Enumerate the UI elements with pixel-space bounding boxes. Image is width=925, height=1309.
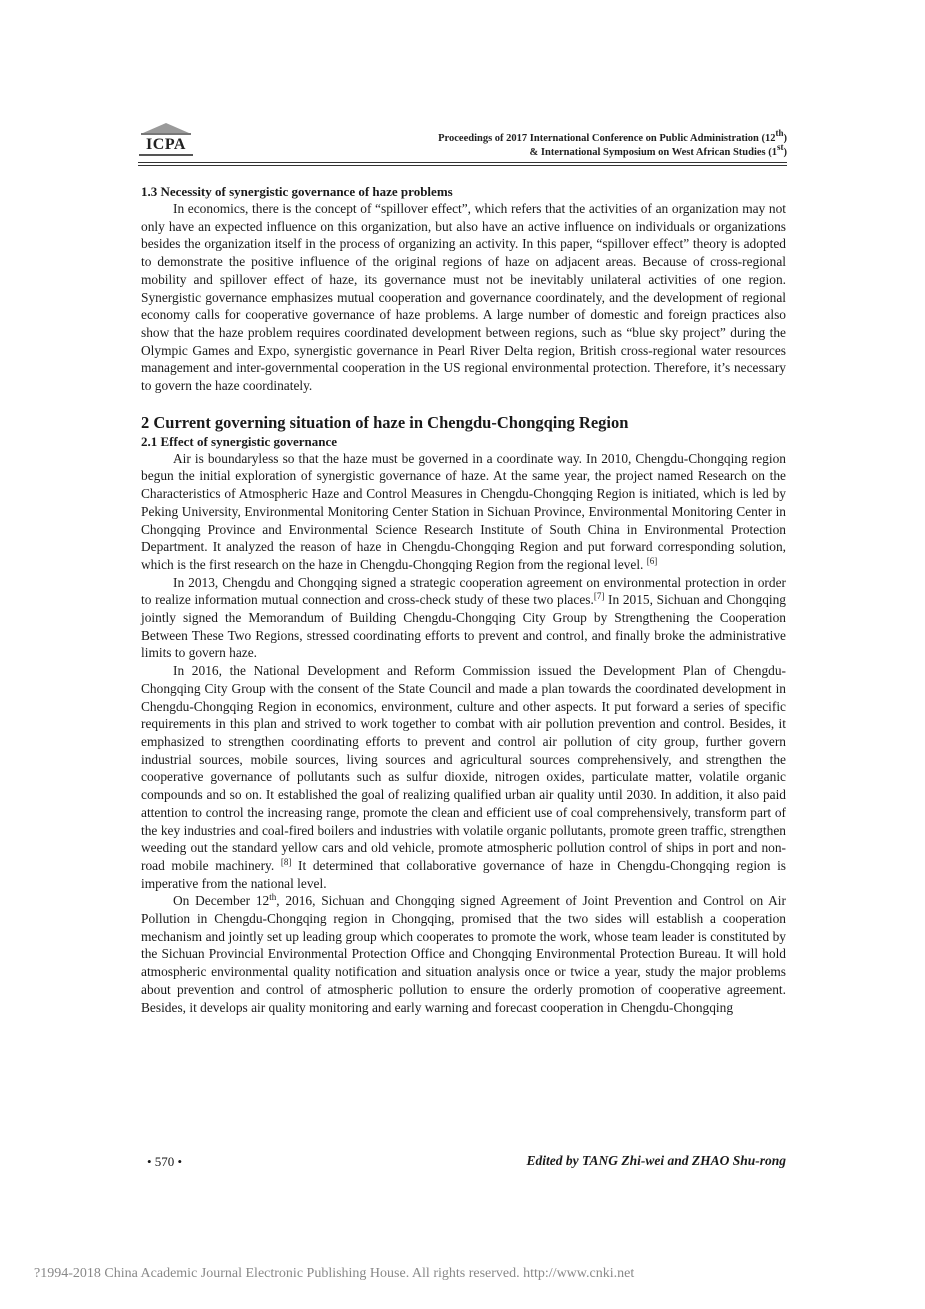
paragraph-2016: In 2016, the National Development and Reform Commission issued the Development Plan of Chengdu-Chongqing City Group with the consent of the State Council and made a plan towards the coordinated development in Chengdu-Chongqing Region in economics, environment, culture and other aspects. It put forward a series of specific requirements in this plan and strived to work together to combat with air pollution prevention and control. Besides, it emphasized to strengthen coordinating efforts to prevent and control air pollution of city group, further govern industrial sources, mobile sources, living sources and agricultural sources comprehensively, and strengthen the cooperative governance of pollutants such as sulfur dioxide, nitrogen oxides, particulate matter, volatile organic compounds and so on. It established the goal of realizing qualified urban air quality until 2030. In addition, it also paid attention to control the increasing range, promote the clean and efficient use of coal comprehensively, transform part of the key industries and coal-fired boilers and industries with volatile organic pollutants, promote green traffic, strengthen weeding out the standard yellow cars and old vehicle, promote atmospheric pollution control of ships in port and non-road mobile machinery. [8] It determined that collaborative governance of haze in Chengdu-Chongqing region is imperative from the national level. [141,663,786,891]
editors-line: Edited by TANG Zhi-wei and ZHAO Shu-rong [526,1153,786,1168]
proceedings-title [438,128,787,160]
citation-8[interactable]: [8] [280,856,292,867]
main-content [141,183,786,1016]
page-number: • 570 • [147,1154,183,1169]
paragraph-2013: In 2013, Chengdu and Chongqing signed a strategic cooperation agreement on environmental protection in order to realize information mutual connection and cross-check study of these two places.[7] In 2015, Sichuan and Chongqing jointly signed the Memorandum of Building Chengdu-Chongqing City Group by Strengthening the Cooperation Between These Two Regions, stressed coordinating efforts to prevent and control, and finally broke the administrative limits to govern haze. [141,574,786,661]
section-heading-2: 2 Current governing situation of haze in Chengdu-Chongqing Region [141,412,629,432]
icpa-logo [137,122,195,158]
proceedings-line-1: Proceedings of 2017 International Conference on Public Administration (12th) [438,128,787,144]
section-heading-2-1: 2.1 Effect of synergistic governance [141,433,338,449]
citation-7[interactable]: [7] [593,591,605,602]
section-heading-1-3: 1.3 Necessity of synergistic governance of haze problems [141,184,453,199]
paragraph-2010: Air is boundaryless so that the haze must be governed in a coordinate way. In 2010, Chengdu-Chongqing region begun the initial exploration of synergistic governance of haze. At the same year, the project named Research on the Characteristics of Atmospheric Haze and Control Measures in Chengdu-Chongqing Region is initiated, which is led by Peking University, Environmental Monitoring Center Station in Sichuan Province, Environmental Monitoring Center in Chongqing Province and Environmental Science Research Institute of South China in Environmental Protection Department. It analyzed the reason of haze in Chengdu-Chongqing Region and put forward corresponding solution, which is the first research on the haze in Chengdu-Chongqing Region from the regional level. [6] [141,450,786,572]
logo-text: ICPA [146,136,186,153]
paragraph-spillover: In economics, there is the concept of “spillover effect”, which refers that the activities of an organization may not only have an expected influence on this organization, but also have an active influence on individuals or organizations besides the organization itself in the process of organizing an activity. In this paper, “spillover effect” theory is adopted to demonstrate the positive influence of the original regions of haze on adjacent areas. Because of cross-regional mobility and spillover effect of haze, its governance must not be inevitably unilateral activities of one region. Synergistic governance emphasizes mutual cooperation and governance coordinately, and the development of regional economy calls for cooperative governance of haze problems. A large number of domestic and foreign practices also show that the haze problem requires coordinated development between regions, such as “blue sky project” during the Olympic Games and Expo, synergistic governance in Pearl River Delta region, British cross-regional water resources management and inter-governmental cooperation in the US regional environmental protection. Therefore, it’s necessary to govern the haze coordinately. [141,201,786,394]
proceedings-line-2: & International Symposium on West African Studies (1st) [529,142,787,158]
header-divider [138,162,787,166]
paragraph-december-2016: On December 12th, 2016, Sichuan and Chongqing signed Agreement of Joint Prevention and Control on Air Pollution in Chengdu-Chongqing region in Chongqing, promised that the two sides will establish a cooperation mechanism and jointly set up leading group which cooperates to promote the work, whose team leader is constituted by the Sichuan Provincial Environmental Protection Office and Chongqing Environmental Protection Bureau. It will hold atmospheric environmental quality notification and situation analysis once or twice a year, study the major problems about prevention and control of atmospheric pollution to ensure the orderly promotion of cooperative agreement. Besides, it develops air quality monitoring and early warning and forecast cooperation in Chengdu-Chongqing [141,892,786,1015]
citation-6[interactable]: [6] [646,555,658,566]
copyright-notice: ?1994-2018 China Academic Journal Electronic Publishing House. All rights reserved. http://www.cnki.net [34,1266,635,1281]
